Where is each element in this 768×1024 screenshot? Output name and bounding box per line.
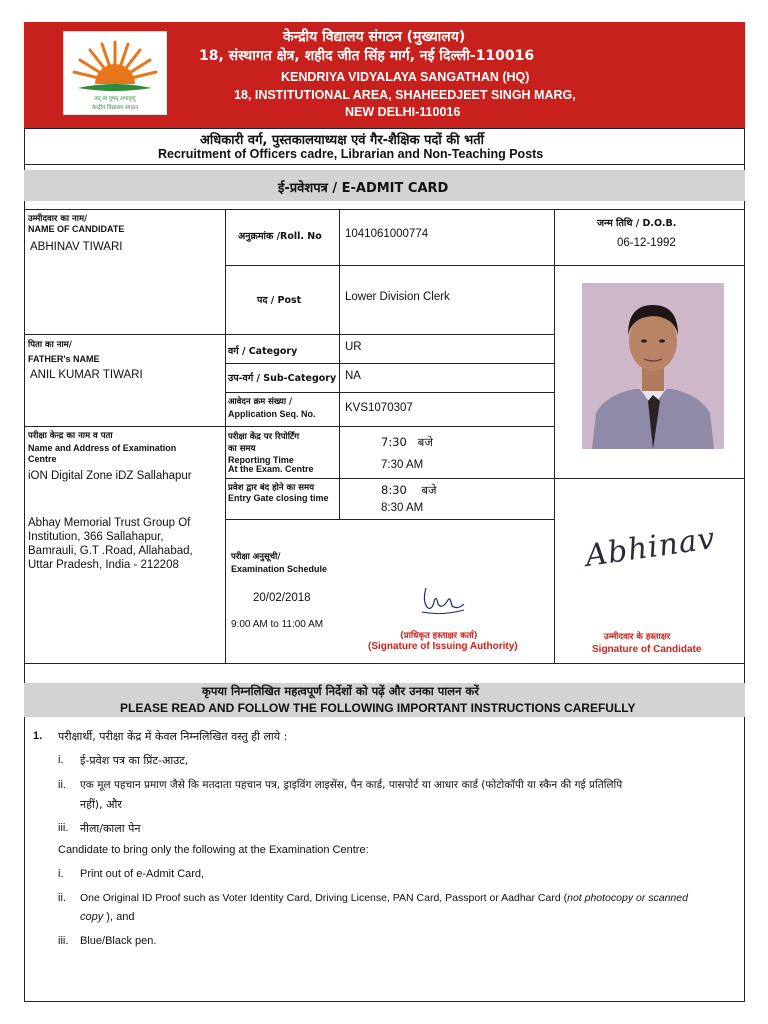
english-item-ii-line1: [80, 892, 688, 904]
candidate-name-label-hindi: उम्मीदवार का नाम/: [28, 214, 88, 224]
father-name-label: FATHER's NAME: [28, 354, 100, 364]
english-item-iii: Blue/Black pen.: [80, 935, 157, 947]
dob-label: जन्म तिथि / D.O.B.: [597, 218, 677, 229]
instructions-heading-hindi: कृपया निम्नलिखित महत्वपूर्ण निर्देशों को पढ़ें और उनका पालन करें: [202, 684, 479, 698]
centre-address-line4: Uttar Pradesh, India - 212208: [28, 559, 179, 571]
english-item-iii-num: iii.: [58, 935, 69, 947]
org-name-hindi: केन्द्रीय विद्यालय संगठन (मुख्यालय): [283, 29, 466, 45]
issuing-authority-english: (Signature of Issuing Authority): [368, 641, 518, 652]
hindi-item-i: ई-प्रवेश पत्र का प्रिंट-आउट,: [80, 754, 189, 767]
schedule-label: Examination Schedule: [231, 564, 328, 574]
instruction-number: 1.: [33, 730, 43, 742]
admit-card-title: ई-प्रवेशपत्र / E-ADMIT CARD: [278, 181, 449, 196]
category-label: वर्ग / Category: [228, 346, 298, 357]
subcategory-value: NA: [345, 370, 361, 382]
org-address-english-line2: NEW DELHI-110016: [345, 105, 461, 119]
centre-label-hindi: परीक्षा केन्द्र का नाम व पता: [28, 431, 113, 441]
appseq-value: KVS1070307: [345, 402, 413, 414]
hindi-item-ii-line2: नहीं), और: [80, 798, 122, 811]
candidate-signature: Abhinav: [583, 521, 718, 574]
english-item-ii-num: ii.: [58, 892, 66, 904]
gate-time: 8:30 AM: [381, 502, 424, 514]
reporting-label-line2: At the Exam. Centre: [228, 464, 314, 474]
gate-label-hindi: प्रवेश द्वार बंद होने का समय: [228, 483, 314, 493]
candidate-photo: [582, 283, 724, 449]
english-intro: Candidate to bring only the following at the Examination Centre:: [58, 844, 369, 856]
father-name: ANIL KUMAR TIWARI: [30, 369, 143, 381]
header-banner: [24, 22, 745, 128]
english-item-ii-italic2: copy: [80, 911, 104, 923]
centre-address-line2: Institution, 366 Sallahapur,: [28, 531, 164, 543]
instructions-heading: PLEASE READ AND FOLLOW THE FOLLOWING IMPORTANT INSTRUCTIONS CAREFULLY: [120, 701, 636, 715]
post-label: पद / Post: [257, 295, 302, 306]
recruitment-title-english: Recruitment of Officers cadre, Librarian and Non-Teaching Posts: [158, 147, 544, 161]
org-address-hindi: 18, संस्थागत क्षेत्र, शहीद जीत सिंह मार्ग, नई दिल्ली-110016: [199, 48, 535, 64]
exam-time: 9:00 AM to 11:00 AM: [231, 619, 324, 630]
centre-label-line1: Name and Address of Examination: [28, 443, 177, 453]
subcategory-label: उप-वर्ग / Sub-Category: [228, 373, 337, 384]
org-name-english: KENDRIYA VIDYALAYA SANGATHAN (HQ): [281, 70, 530, 84]
kvs-logo: [63, 31, 167, 115]
centre-address-line1: Abhay Memorial Trust Group Of: [28, 517, 191, 529]
reporting-time-hindi: 7:30 बजे: [381, 435, 433, 449]
english-item-i: Print out of e-Admit Card,: [80, 868, 205, 880]
post-value: Lower Division Clerk: [345, 291, 450, 303]
centre-address-line3: Bamrauli, G.T .Road, Allahabad,: [28, 545, 193, 557]
candidate-name-label: NAME OF CANDIDATE: [28, 224, 125, 234]
issuing-authority-hindi: (प्राधिकृत हस्ताक्षर कर्ता): [400, 631, 478, 641]
reporting-label-line1: Reporting Time: [228, 455, 294, 465]
roll-no-label: अनुक्रमांक /Roll. No: [238, 231, 322, 242]
father-name-label-hindi: पिता का नाम/: [28, 340, 72, 350]
gate-time-hindi: 8:30 बजे: [381, 483, 437, 497]
logo-caption-name: केन्द्रीय विद्यालय संगठन: [91, 105, 139, 111]
appseq-label-hindi: आवेदन क्रम संख्या /: [228, 397, 293, 407]
schedule-label-hindi: परीक्षा अनुसूची/: [231, 552, 281, 562]
org-address-english-line1: 18, INSTITUTIONAL AREA, SHAHEEDJEET SINGH MARG,: [234, 88, 576, 102]
centre-name: iON Digital Zone iDZ Sallahapur: [28, 470, 192, 482]
roll-no-value: 1041061000774: [345, 228, 429, 240]
hindi-item-ii-line1: एक मूल पहचान प्रमाण जैसे कि मतदाता पहचान पत्र, ड्राइविंग लाइसेंस, पैन कार्ड, पासपोर्ट या आधार कार्ड (फोटोकॉपी या स्कैन की गई प्रतिलिपि: [80, 779, 623, 791]
candidate-name: ABHINAV TIWARI: [30, 241, 123, 253]
hindi-item-iii-num: iii.: [58, 822, 69, 834]
reporting-label-hindi2: का समय: [228, 444, 256, 454]
hindi-item-i-num: i.: [58, 754, 64, 766]
dob-value: 06-12-1992: [617, 237, 676, 249]
candidate-signature-label: Signature of Candidate: [592, 644, 702, 655]
english-item-ii-tail: ), and: [103, 911, 135, 923]
english-item-ii-text: One Original ID Proof such as Voter Identity Card, Driving License, PAN Card, Passport or Aadhar Card (: [80, 892, 568, 904]
hindi-item-iii: नीला/काला पेन: [80, 822, 141, 835]
candidate-photo-icon: [582, 283, 724, 449]
category-value: UR: [345, 341, 362, 353]
english-item-ii-line2: [80, 911, 134, 923]
hindi-item-ii-num: ii.: [58, 779, 66, 791]
kvs-sun-logo-icon: [64, 32, 166, 114]
exam-date: 20/02/2018: [253, 592, 311, 604]
logo-caption-motto: तत् त्वं पूषन् अपावृणु: [94, 96, 136, 102]
appseq-label: Application Seq. No.: [228, 409, 316, 419]
english-item-i-num: i.: [58, 868, 64, 880]
recruitment-title-hindi: अधिकारी वर्ग, पुस्तकालयाध्यक्ष एवं गैर-शैक्षिक पदों की भर्ती: [200, 133, 485, 148]
issuing-authority-signature-icon: [418, 582, 468, 618]
centre-label-line2: Centre: [28, 454, 57, 464]
instruction-1-hindi: परीक्षार्थी, परीक्षा केंद्र में केवल निम्नलिखित वस्तु ही लाये :: [58, 730, 288, 743]
candidate-signature-label-hindi: उम्मीदवार के हस्ताक्षर: [604, 632, 671, 642]
gate-label: Entry Gate closing time: [228, 493, 329, 503]
english-item-ii-italic1: not photocopy or scanned: [567, 892, 688, 904]
reporting-label-hindi1: परीक्षा केंद्र पर रिपोर्टिंग: [228, 432, 300, 442]
reporting-time: 7:30 AM: [381, 459, 424, 471]
